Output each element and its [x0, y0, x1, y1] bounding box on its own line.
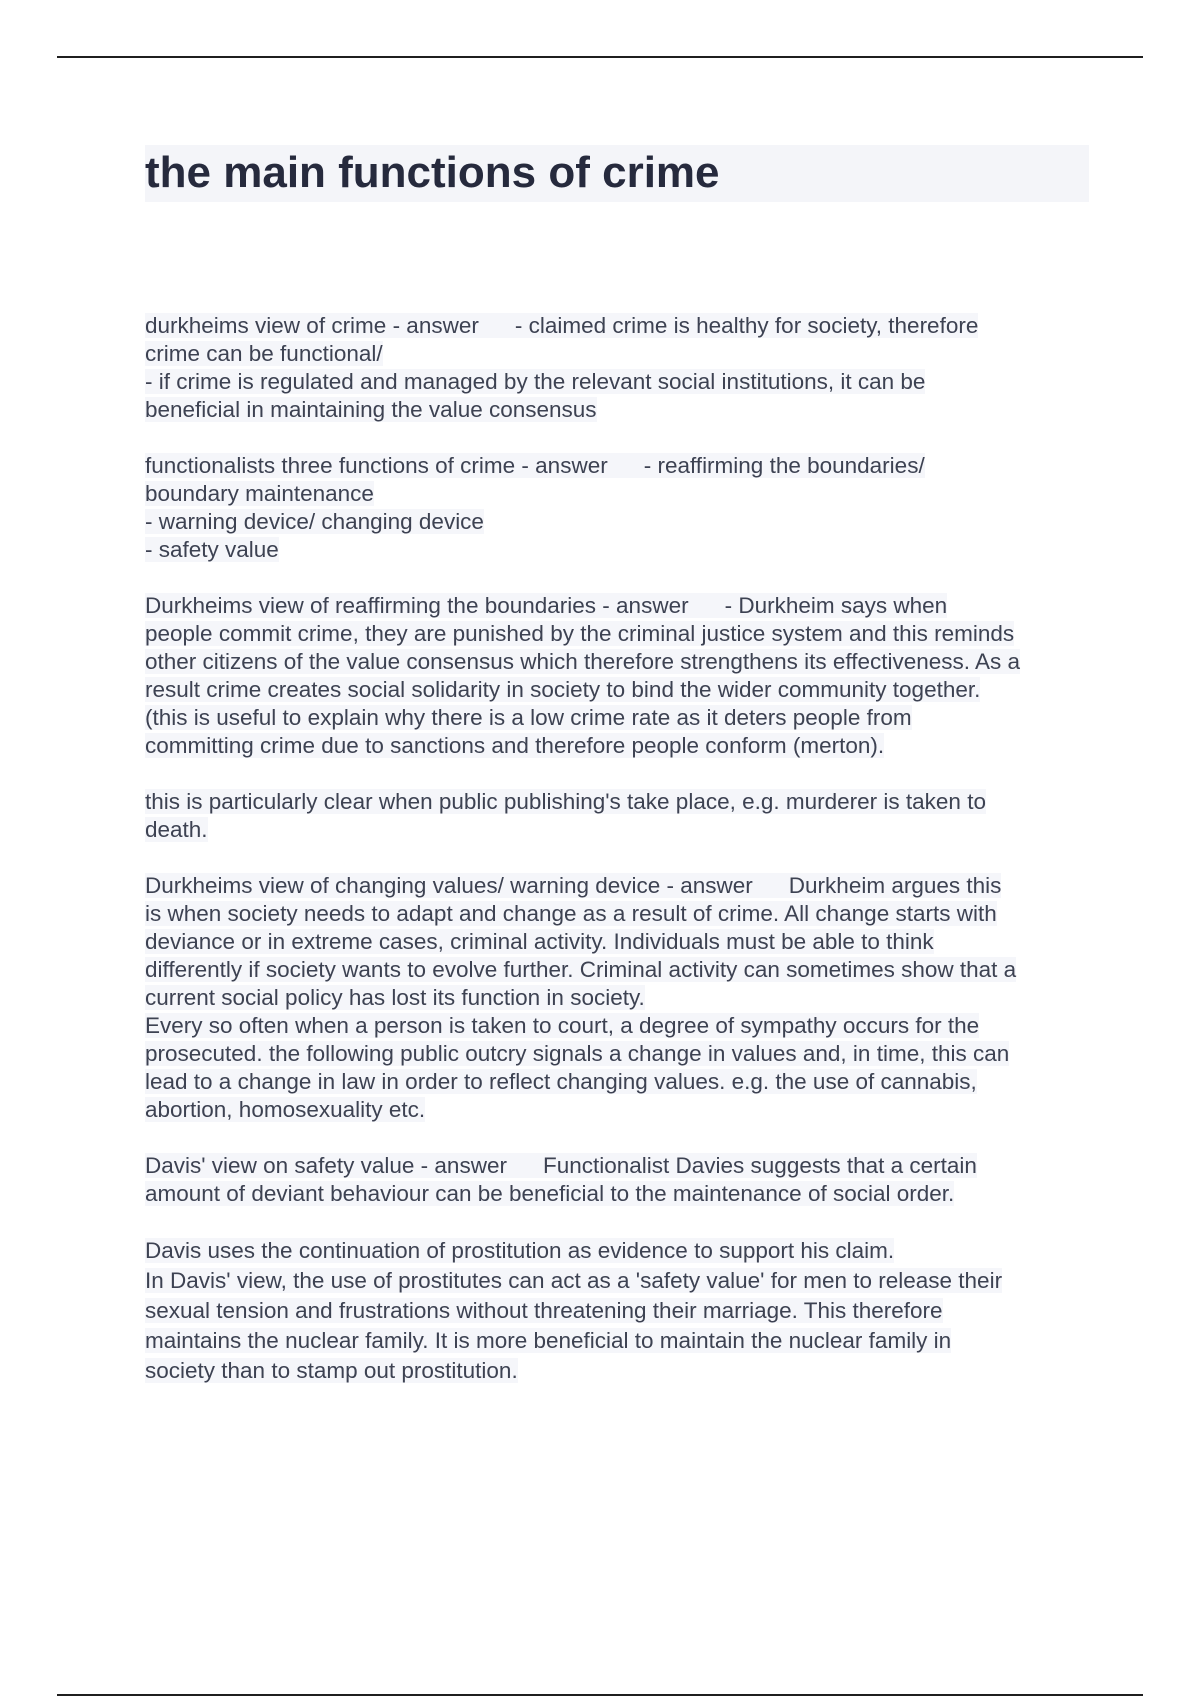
card-answer-line: Functionalist Davies suggests that a certain: [542, 1153, 977, 1178]
card-answer-line: Davis uses the continuation of prostitution as evidence to support his claim.: [145, 1238, 895, 1263]
card-answer-line: people commit crime, they are punished by the criminal justice system and this reminds: [145, 621, 1015, 646]
card-answer-line: Every so often when a person is taken to court, a degree of sympathy occurs for the: [145, 1013, 980, 1038]
flashcard: [145, 872, 1095, 1124]
card-answer-line: beneficial in maintaining the value consensus: [145, 397, 597, 422]
card-answer-line: death.: [145, 817, 208, 842]
card-answer-line: - claimed crime is healthy for society, therefore: [514, 313, 979, 338]
card-answer-line: current social policy has lost its function in society.: [145, 985, 645, 1010]
card-answer-line: - reaffirming the boundaries/: [643, 453, 925, 478]
card-answer-line: society than to stamp out prostitution.: [145, 1358, 518, 1383]
page-title: the main functions of crime: [145, 148, 720, 197]
card-answer-line: - if crime is regulated and managed by the relevant social institutions, it can be: [145, 369, 926, 394]
flashcard: [145, 312, 1095, 424]
card-answer-line: boundary maintenance: [145, 481, 374, 506]
card-answer-line: - warning device/ changing device: [145, 509, 484, 534]
top-rule: [57, 56, 1143, 58]
card-answer-line: result crime creates social solidarity in society to bind the wider community together.: [145, 677, 981, 702]
card-answer-line: (this is useful to explain why there is a low crime rate as it deters people from: [145, 705, 912, 730]
card-line: [145, 312, 1095, 340]
card-answer-line: Durkheim argues this: [788, 873, 1002, 898]
card-term: functionalists three functions of crime - answer: [145, 453, 608, 478]
card-answer-line: deviance or in extreme cases, criminal activity. Individuals must be able to think: [145, 929, 934, 954]
card-answer-line: lead to a change in law in order to reflect changing values. e.g. the use of cannabis,: [145, 1069, 977, 1094]
card-answer-line: - Durkheim says when: [724, 593, 948, 618]
card-answer-line: other citizens of the value consensus which therefore strengthens its effectiveness. As a: [145, 649, 1021, 674]
flashcard: [145, 1152, 1095, 1208]
flashcard: [145, 592, 1095, 760]
card-term: durkheims view of crime - answer: [145, 313, 479, 338]
card-term: Davis' view on safety value - answer: [145, 1153, 507, 1178]
card-answer-line: - safety value: [145, 537, 279, 562]
card-answer-line: committing crime due to sanctions and therefore people conform (merton).: [145, 733, 885, 758]
card-answer-line: differently if society wants to evolve further. Criminal activity can sometimes show that a: [145, 957, 1017, 982]
card-term: Durkheims view of changing values/ warning device - answer: [145, 873, 753, 898]
flashcard: [145, 1236, 1095, 1386]
card-answer-line: crime can be functional/: [145, 341, 383, 366]
card-answer-line: maintains the nuclear family. It is more beneficial to maintain the nuclear family in: [145, 1328, 952, 1353]
card-answer-line: In Davis' view, the use of prostitutes can act as a 'safety value' for men to release their: [145, 1268, 1003, 1293]
flashcard: [145, 452, 1095, 564]
flashcard: [145, 788, 1095, 844]
flashcard-list: [145, 312, 1095, 1414]
card-answer-line: prosecuted. the following public outcry signals a change in values and, in time, this can: [145, 1041, 1010, 1066]
card-answer-line: is when society needs to adapt and change as a result of crime. All change starts with: [145, 901, 997, 926]
card-term: Durkheims view of reaffirming the boundaries - answer: [145, 593, 689, 618]
card-answer-line: abortion, homosexuality etc.: [145, 1097, 426, 1122]
card-answer-line: this is particularly clear when public publishing's take place, e.g. murderer is taken to: [145, 789, 986, 814]
bottom-rule: [57, 1694, 1143, 1696]
card-answer-line: amount of deviant behaviour can be beneficial to the maintenance of social order.: [145, 1181, 955, 1206]
card-answer-line: sexual tension and frustrations without threatening their marriage. This therefore: [145, 1298, 943, 1323]
